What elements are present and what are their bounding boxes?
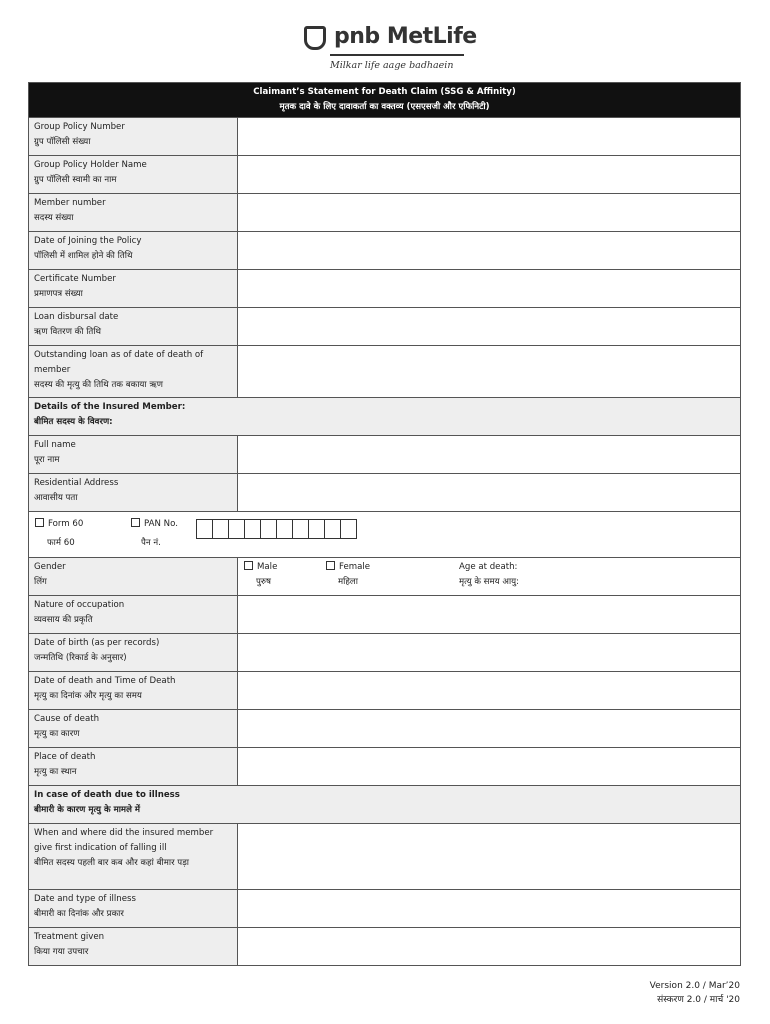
pnb-metlife-logo bbox=[300, 24, 477, 74]
male-option[interactable]: Male पुरुष bbox=[244, 560, 277, 590]
insured-member-section-heading: Details of the Insured Member: बीमित सदस्य के विवरण: bbox=[29, 398, 741, 436]
field-label: Loan disbursal date ऋण वितरण की तिथि bbox=[29, 308, 238, 346]
certificate-number-field[interactable] bbox=[238, 270, 741, 308]
female-option[interactable]: Female महिला bbox=[326, 560, 370, 590]
pan-digit-box[interactable] bbox=[276, 519, 293, 539]
first-indication-of-illness-field[interactable] bbox=[238, 824, 741, 890]
version-en: Version 2.0 / Mar’20 bbox=[649, 981, 740, 991]
field-row bbox=[29, 308, 741, 346]
illness-section-heading: In case of death due to illness बीमारी के कारण मृत्यु के मामले में bbox=[29, 786, 741, 824]
version-hi: संस्करण 2.0 / मार्च '20 bbox=[657, 995, 740, 1005]
field-label: Date of birth (as per records) जन्मतिथि (रिकार्ड के अनुसार) bbox=[29, 634, 238, 672]
pan-digit-box[interactable] bbox=[308, 519, 325, 539]
section-row bbox=[29, 398, 741, 436]
field-label: Outstanding loan as of date of death of member सदस्य की मृत्यु की तिथि तक बकाया ऋण bbox=[29, 346, 238, 398]
date-type-of-illness-field[interactable] bbox=[238, 890, 741, 928]
field-label: Residential Address आवासीय पता bbox=[29, 474, 238, 512]
logo-underline bbox=[330, 54, 464, 56]
field-label: Cause of death मृत्यु का कारण bbox=[29, 710, 238, 748]
pan-digit-box[interactable] bbox=[228, 519, 245, 539]
field-row bbox=[29, 710, 741, 748]
group-policy-number-field[interactable] bbox=[238, 118, 741, 156]
pan-digit-box[interactable] bbox=[196, 519, 213, 539]
form60-pan-cell bbox=[29, 512, 741, 558]
gender-cell bbox=[238, 558, 741, 596]
loan-disbursal-date-field[interactable] bbox=[238, 308, 741, 346]
outstanding-loan-field[interactable] bbox=[238, 346, 741, 398]
field-label: Certificate Number प्रमाणपत्र संख्या bbox=[29, 270, 238, 308]
field-row bbox=[29, 596, 741, 634]
field-label: Treatment given किया गया उपचार bbox=[29, 928, 238, 966]
field-label: Member number सदस्य संख्या bbox=[29, 194, 238, 232]
form60-pan-row bbox=[29, 512, 741, 558]
field-row bbox=[29, 232, 741, 270]
version-footer bbox=[650, 979, 740, 1007]
pan-digit-box[interactable] bbox=[292, 519, 309, 539]
field-row bbox=[29, 890, 741, 928]
date-of-joining-field[interactable] bbox=[238, 232, 741, 270]
date-time-of-death-field[interactable] bbox=[238, 672, 741, 710]
group-policy-holder-name-field[interactable] bbox=[238, 156, 741, 194]
residential-address-field[interactable] bbox=[238, 474, 741, 512]
form-title: Claimant’s Statement for Death Claim (SSG & Affinity) मृतक दावे के लिए दावाकर्ता का वक्तव्य (एसएसजी और एफिनिटी) bbox=[29, 83, 741, 118]
pan-digit-box[interactable] bbox=[244, 519, 261, 539]
field-row bbox=[29, 156, 741, 194]
field-label: When and where did the insured member give first indication of falling ill बीमित सदस्य पहली बार कब और कहां बीमार पड़ा bbox=[29, 824, 238, 890]
field-row bbox=[29, 346, 741, 398]
nature-of-occupation-field[interactable] bbox=[238, 596, 741, 634]
field-label: Nature of occupation व्यवसाय की प्रकृति bbox=[29, 596, 238, 634]
field-row bbox=[29, 634, 741, 672]
field-row bbox=[29, 436, 741, 474]
field-row bbox=[29, 928, 741, 966]
field-label: Date of Joining the Policy पॉलिसी में शामिल होने की तिथि bbox=[29, 232, 238, 270]
field-row bbox=[29, 270, 741, 308]
form60-hindi-label: फार्म 60 bbox=[47, 538, 75, 548]
pan-digit-box[interactable] bbox=[340, 519, 357, 539]
date-of-birth-field[interactable] bbox=[238, 634, 741, 672]
field-row bbox=[29, 748, 741, 786]
claim-form-table bbox=[28, 82, 741, 966]
age-at-death-field[interactable]: Age at death: मृत्यु के समय आयु: bbox=[459, 562, 520, 587]
gender-row bbox=[29, 558, 741, 596]
female-checkbox[interactable] bbox=[326, 561, 335, 570]
form-header-row bbox=[29, 83, 741, 118]
member-number-field[interactable] bbox=[238, 194, 741, 232]
treatment-given-field[interactable] bbox=[238, 928, 741, 966]
field-label: Date of death and Time of Death मृत्यु का दिनांक और मृत्यु का समय bbox=[29, 672, 238, 710]
field-label: Group Policy Holder Name ग्रुप पॉलिसी स्वामी का नाम bbox=[29, 156, 238, 194]
full-name-field[interactable] bbox=[238, 436, 741, 474]
field-row bbox=[29, 824, 741, 890]
form60-option[interactable]: Form 60 bbox=[35, 517, 83, 532]
field-row bbox=[29, 474, 741, 512]
logo-text: pnb MetLife bbox=[334, 24, 477, 49]
field-row bbox=[29, 672, 741, 710]
field-row bbox=[29, 194, 741, 232]
male-checkbox[interactable] bbox=[244, 561, 253, 570]
pan-option[interactable]: PAN No. bbox=[131, 517, 178, 532]
place-of-death-field[interactable] bbox=[238, 748, 741, 786]
pan-number-boxes[interactable] bbox=[197, 519, 357, 539]
pan-digit-box[interactable] bbox=[324, 519, 341, 539]
pan-hindi-label: पैन नं. bbox=[141, 538, 161, 548]
field-label: Full name पूरा नाम bbox=[29, 436, 238, 474]
form60-checkbox[interactable] bbox=[35, 518, 44, 527]
pan-checkbox[interactable] bbox=[131, 518, 140, 527]
field-label: Group Policy Number ग्रुप पॉलिसी संख्या bbox=[29, 118, 238, 156]
logo-mark-icon bbox=[304, 26, 326, 50]
pan-digit-box[interactable] bbox=[212, 519, 229, 539]
field-label: Date and type of illness बीमारी का दिनांक और प्रकार bbox=[29, 890, 238, 928]
section-row bbox=[29, 786, 741, 824]
cause-of-death-field[interactable] bbox=[238, 710, 741, 748]
field-row bbox=[29, 118, 741, 156]
tagline: Milkar life aage badhaein bbox=[330, 60, 454, 71]
field-label: Gender लिंग bbox=[29, 558, 238, 596]
field-label: Place of death मृत्यु का स्थान bbox=[29, 748, 238, 786]
pan-digit-box[interactable] bbox=[260, 519, 277, 539]
